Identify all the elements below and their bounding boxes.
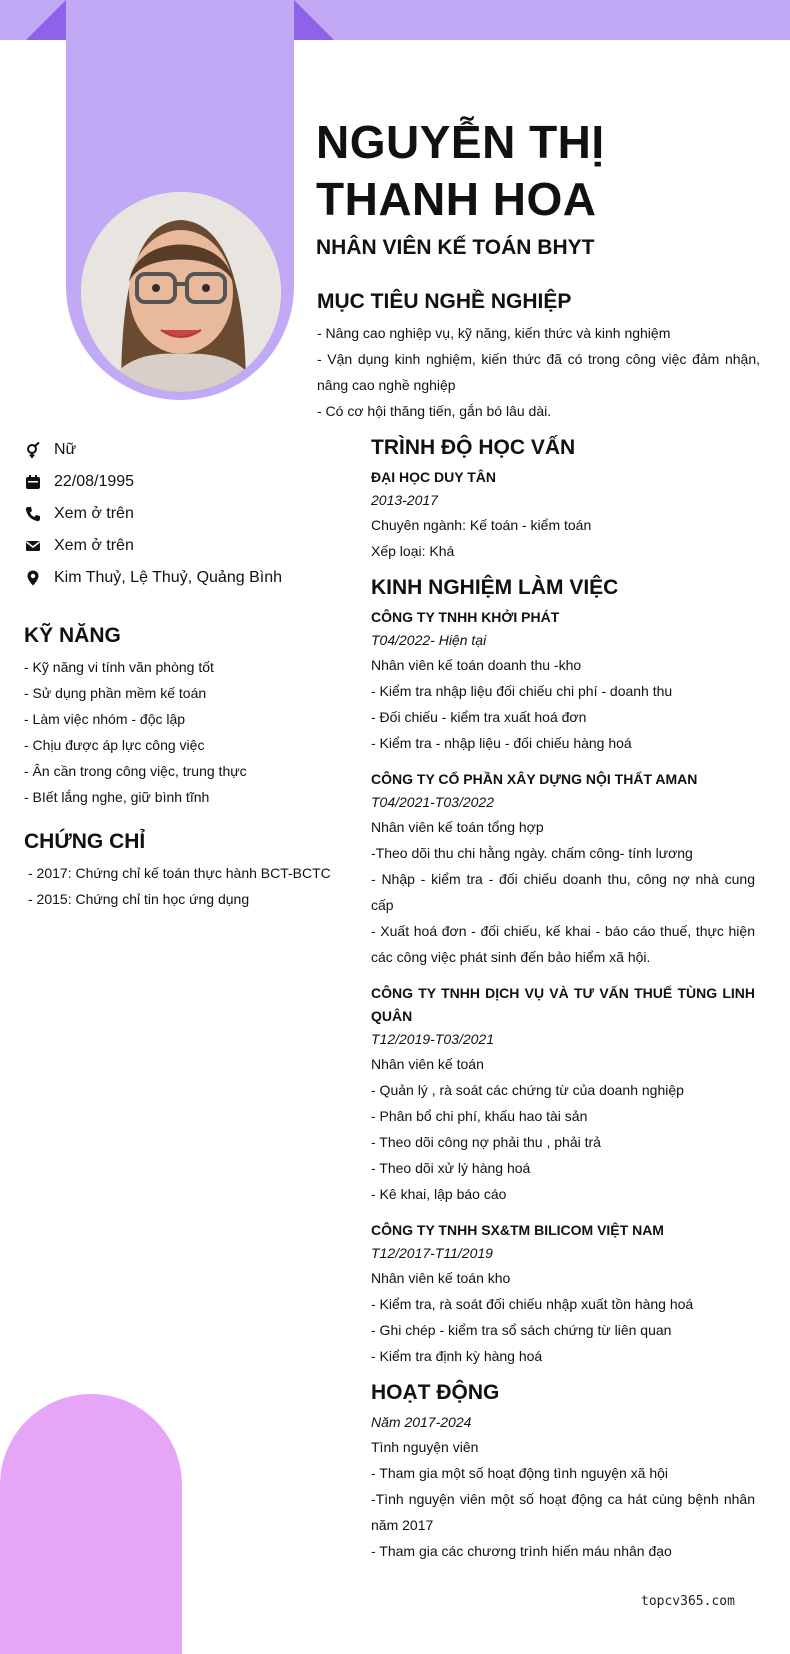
skill-item: - Ân cần trong công việc, trung thực (24, 763, 247, 779)
job-line: - Kiểm tra, rà soát đối chiếu nhập xuất tồn hàng hoá (371, 1296, 694, 1312)
contact-phone-text: Xem ở trên (54, 505, 134, 522)
experience-heading: KINH NGHIỆM LÀM VIỆC (371, 576, 619, 599)
job-period: T12/2017-T11/2019 (371, 1245, 493, 1261)
objective-heading: MỤC TIÊU NGHỀ NGHIỆP (317, 290, 572, 313)
contact-gender (24, 434, 324, 466)
contact-address (24, 562, 324, 594)
avatar (81, 192, 281, 392)
job-line: - Kiểm tra - nhập liệu - đối chiếu hàng hoá (371, 735, 632, 751)
activity-line: - Tham gia một số hoạt động tình nguyện xã hội (371, 1465, 669, 1481)
job-line: Nhân viên kế toán kho (371, 1270, 511, 1286)
skill-item: - Kỹ năng vi tính văn phòng tốt (24, 659, 214, 675)
education-section (371, 436, 755, 564)
watermark: topcv365.com (641, 1594, 735, 1609)
job-line: - Phân bổ chi phí, khấu hao tài sản (371, 1108, 588, 1124)
objective-line: - Có cơ hội thăng tiến, gắn bó lâu dài. (317, 403, 552, 419)
job-period: T04/2021-T03/2022 (371, 794, 494, 810)
location-icon (24, 569, 42, 587)
job-line: - Theo dõi công nợ phải thu , phải trả (371, 1134, 601, 1150)
job-line: - Xuất hoá đơn - đối chiếu, kế khai - báo cáo thuế, thực hiện các công việc phát sinh đến bảo hiểm xã hội. (371, 923, 755, 965)
job-line: - Ghi chép - kiểm tra sổ sách chứng từ liên quan (371, 1322, 672, 1338)
activity-line: Tình nguyện viên (371, 1439, 479, 1455)
candidate-name: NGUYỄN THỊ THANH HOA (316, 116, 605, 225)
objective-line: - Nâng cao nghiệp vụ, kỹ năng, kiến thức và kinh nghiệm (317, 325, 671, 341)
email-icon (24, 537, 42, 555)
job-line: - Kiểm tra nhập liệu đối chiếu chi phí - doanh thu (371, 683, 673, 699)
objective-section (317, 290, 760, 424)
education-line: Chuyên ngành: Kế toán - kiểm toán (371, 517, 592, 533)
decorative-arch (0, 1394, 182, 1654)
contact-gender-text: Nữ (54, 441, 77, 458)
certificate-item: - 2015: Chứng chỉ tin học ứng dụng (28, 891, 250, 907)
skill-item: - Làm việc nhóm - độc lập (24, 711, 186, 727)
phone-icon (24, 505, 42, 523)
school-name: ĐẠI HỌC DUY TÂN (371, 469, 496, 485)
certificates-section (24, 830, 344, 912)
job-line: Nhân viên kế toán tổng hợp (371, 819, 544, 835)
contact-address-text: Kim Thuỷ, Lệ Thuỷ, Quảng Bình (54, 569, 282, 586)
job-line: - Đối chiếu - kiểm tra xuất hoá đơn (371, 709, 587, 725)
skill-item: - BIết lắng nghe, giữ bình tĩnh (24, 789, 210, 805)
education-line: Xếp loại: Khá (371, 543, 455, 559)
contact-phone (24, 498, 324, 530)
job-line: - Theo dõi xử lý hàng hoá (371, 1160, 531, 1176)
job-line: - Kê khai, lập báo cáo (371, 1186, 507, 1202)
activity-line: - Tham gia các chương trình hiến máu nhân đạo (371, 1543, 672, 1559)
contact-email-text: Xem ở trên (54, 537, 134, 554)
contact-info (24, 434, 324, 594)
company-name: CÔNG TY TNHH DỊCH VỤ VÀ TƯ VẤN THUẾ TÙNG LINH QUÂN (371, 985, 755, 1024)
job-entry (371, 1219, 755, 1369)
certificates-heading: CHỨNG CHỈ (24, 830, 146, 853)
job-period: T12/2019-T03/2021 (371, 1031, 494, 1047)
job-line: Nhân viên kế toán (371, 1056, 484, 1072)
calendar-icon (24, 473, 42, 491)
skills-section (24, 624, 324, 810)
job-entry (371, 982, 755, 1207)
job-period: T04/2022- Hiện tại (371, 632, 487, 648)
skills-heading: KỸ NĂNG (24, 624, 121, 647)
company-name: CÔNG TY TNHH KHỞI PHÁT (371, 609, 560, 625)
certificate-item: - 2017: Chứng chỉ kế toán thực hành BCT-BCTC (28, 865, 331, 881)
skill-item: - Chịu được áp lực công việc (24, 737, 205, 753)
main-column (371, 436, 755, 1576)
job-line: Nhân viên kế toán doanh thu -kho (371, 657, 582, 673)
job-line: -Theo dõi thu chi hằng ngày. chấm công- tính lương (371, 845, 693, 861)
job-line: - Nhập - kiểm tra - đối chiếu doanh thu, công nợ nhà cung cấp (371, 871, 755, 913)
activity-line: -Tình nguyện viên một số hoạt động ca hát cùng bệnh nhân năm 2017 (371, 1491, 755, 1533)
activities-section (371, 1381, 755, 1564)
skill-item: - Sử dụng phần mềm kế toán (24, 685, 207, 701)
contact-email (24, 530, 324, 562)
contact-birthday-text: 22/08/1995 (54, 473, 135, 490)
activities-period: Năm 2017-2024 (371, 1414, 472, 1430)
job-entry (371, 606, 755, 756)
job-line: - Quản lý , rà soát các chứng từ của doanh nghiệp (371, 1082, 684, 1098)
gender-icon (24, 441, 42, 459)
job-title: NHÂN VIÊN KẾ TOÁN BHYT (316, 236, 595, 259)
banner-fold-left (26, 0, 66, 40)
contact-birthday (24, 466, 324, 498)
banner-fold-right (294, 0, 334, 40)
education-period: 2013-2017 (371, 492, 438, 508)
company-name: CÔNG TY TNHH SX&TM BILICOM VIỆT NAM (371, 1222, 664, 1238)
job-entry (371, 768, 755, 970)
education-heading: TRÌNH ĐỘ HỌC VẤN (371, 436, 576, 459)
experience-section (371, 576, 755, 1369)
company-name: CÔNG TY CỔ PHẦN XÂY DỰNG NỘI THẤT AMAN (371, 771, 698, 787)
job-line: - Kiểm tra định kỳ hàng hoá (371, 1348, 543, 1364)
activities-heading: HOẠT ĐỘNG (371, 1381, 500, 1404)
objective-line: - Vận dụng kinh nghiệm, kiến thức đã có trong công việc đảm nhận, nâng cao nghề nghiệp (317, 351, 760, 393)
